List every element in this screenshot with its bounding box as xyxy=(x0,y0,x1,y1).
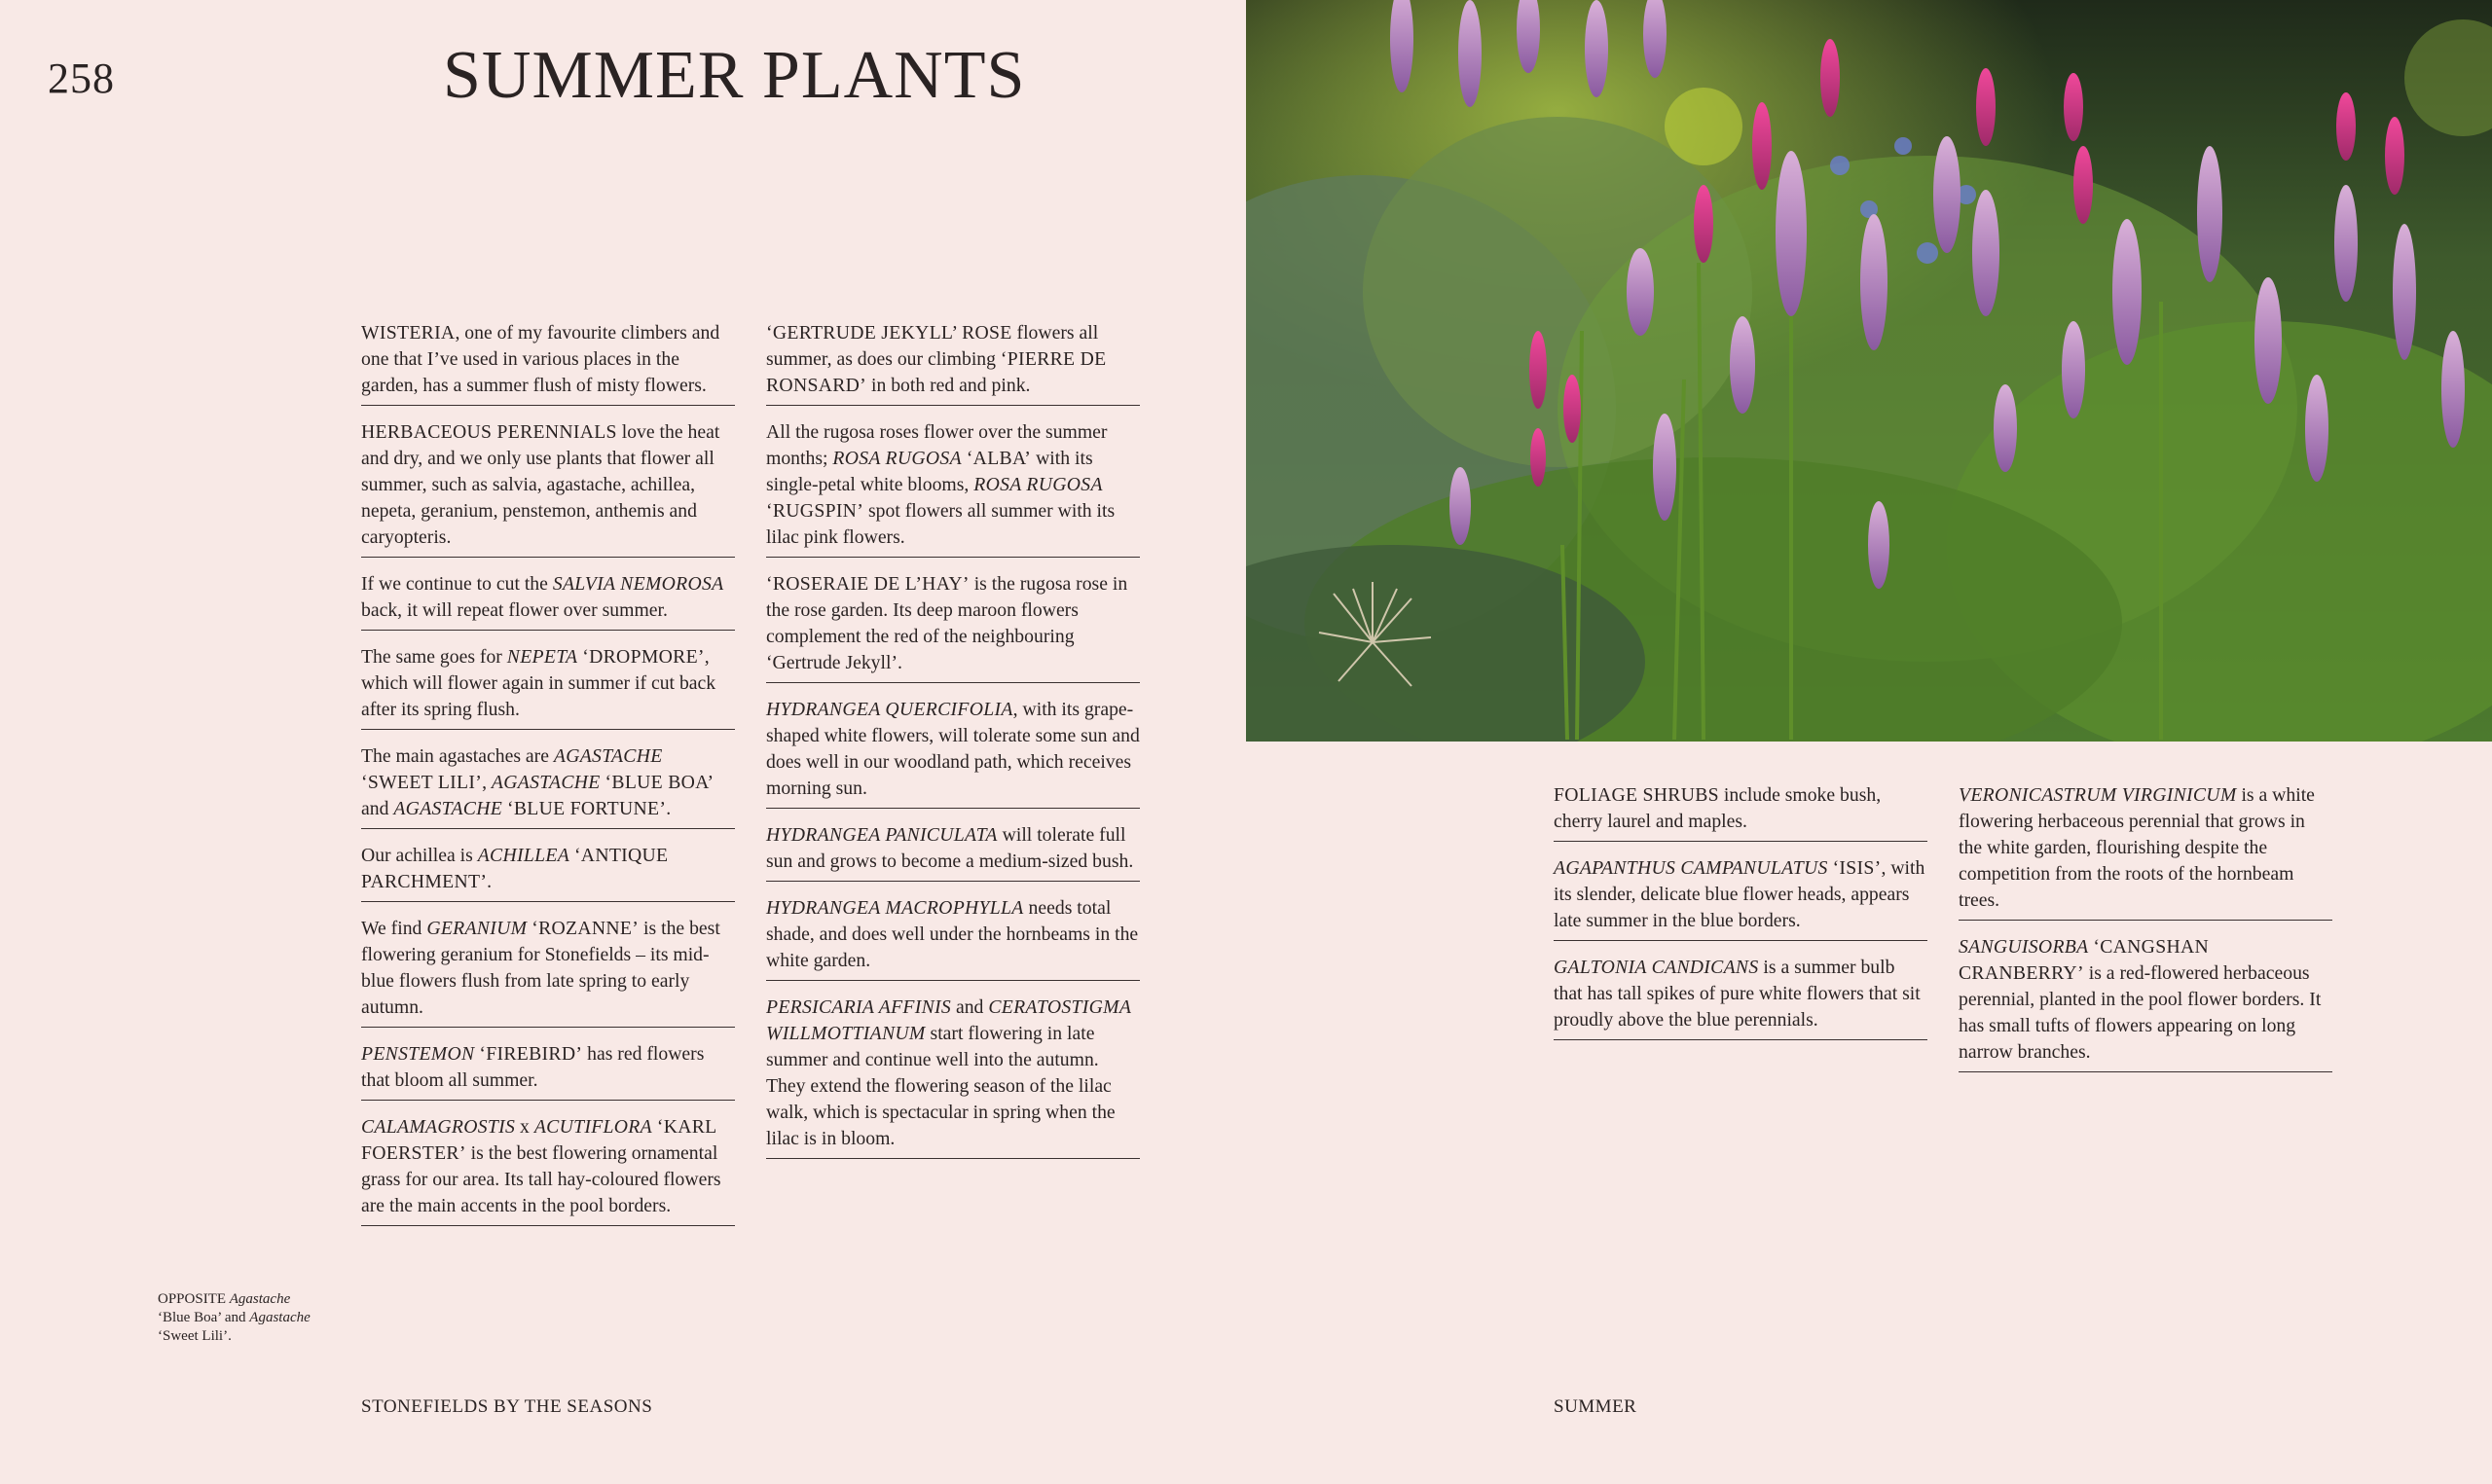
entry-text: , which will flower again in summer if cut back after its spring flush. xyxy=(361,646,716,720)
entry-text: back, it will repeat flower over summer. xyxy=(361,599,668,621)
entry-text: SALVIA NEMOROSA xyxy=(552,573,724,595)
entry-text: ‘FIREBIRD’ xyxy=(479,1043,583,1065)
entry-text: ‘GERTRUDE JEKYLL’ ROSE xyxy=(766,322,1012,344)
entry-text: ACHILLEA xyxy=(477,845,570,866)
plant-entry xyxy=(361,567,735,631)
entry-text: will tolerate full sun and grows to become a medium-sized bush. xyxy=(766,824,1134,872)
entry-text: ‘BLUE FORTUNE’ xyxy=(506,798,667,819)
entry-text: HYDRANGEA MACROPHYLLA xyxy=(766,897,1024,919)
plant-entry xyxy=(1959,778,2332,921)
entry-text: AGASTACHE xyxy=(393,798,503,819)
entry-text: AGASTACHE xyxy=(491,772,601,793)
entry-text: in both red and pink. xyxy=(866,375,1031,396)
page-title: SUMMER PLANTS xyxy=(443,38,1026,113)
entry-text: ‘ROZANNE’ xyxy=(531,918,640,939)
entry-text: , one of my favourite climbers and one that I’ve used in various places in the garden, has a summer flush of misty flowers. xyxy=(361,322,720,396)
entry-text: HERBACEOUS PERENNIALS xyxy=(361,421,617,443)
entry-text: The main agastaches are xyxy=(361,745,554,767)
plant-entry xyxy=(361,740,735,829)
plant-entry xyxy=(361,416,735,558)
page-number: 258 xyxy=(48,54,115,102)
entry-text: and xyxy=(361,798,394,819)
entry-text: ‘ROSERAIE DE L’HAY’ xyxy=(766,573,970,595)
entry-text: is the best flowering ornamental grass for our area. Its tall hay-coloured flowers are the main accents in the pool borders. xyxy=(361,1142,721,1216)
entry-text: HYDRANGEA QUERCIFOLIA xyxy=(766,699,1013,720)
footer-book-title: STONEFIELDS BY THE SEASONS xyxy=(361,1396,653,1417)
entry-text: and xyxy=(951,996,989,1018)
plant-entry xyxy=(361,1110,735,1226)
entry-text: , xyxy=(482,772,492,793)
entry-text: GALTONIA CANDICANS xyxy=(1554,957,1759,978)
caption-italic-1: Agastache xyxy=(229,1291,291,1307)
entry-text: PENSTEMON xyxy=(361,1043,475,1065)
plant-entry xyxy=(361,912,735,1028)
entry-text: ‘PIERRE DE RONSARD’ xyxy=(766,348,1107,396)
entry-text: ‘CANGSHAN CRANBERRY’ xyxy=(1959,936,2210,984)
caption-italic-2: Agastache xyxy=(249,1310,311,1325)
entry-text: needs total shade, and does well under the hornbeams in the white garden. xyxy=(766,897,1139,971)
footer-section: SUMMER xyxy=(1554,1396,1637,1417)
plant-entry xyxy=(1554,951,1927,1040)
entry-text: ‘ANTIQUE PARCHMENT’ xyxy=(361,845,669,892)
plant-entry xyxy=(766,693,1140,809)
entry-text: include smoke bush, cherry laurel and maples. xyxy=(1554,784,1882,832)
entry-text: is a summer bulb that has tall spikes of pure white flowers that sit proudly above the blue perennials. xyxy=(1554,957,1921,1031)
text-column-2 xyxy=(766,316,1140,1169)
entry-text: , with its slender, delicate blue flower heads, appears late summer in the blue borders. xyxy=(1554,857,1925,931)
entry-text: SANGUISORBA xyxy=(1959,936,2089,958)
entry-text: is the rugosa rose in the rose garden. Its deep maroon flowers complement the red of the neighbouring ‘Gertrude Jekyll’. xyxy=(766,573,1128,673)
entry-text: AGAPANTHUS CAMPANULATUS xyxy=(1554,857,1828,879)
entry-text: ‘KARL FOERSTER’ xyxy=(361,1116,716,1164)
entry-text: with its single-petal white blooms, xyxy=(766,448,1093,495)
entry-text: . xyxy=(487,871,493,892)
entry-text: GERANIUM xyxy=(426,918,528,939)
text-column-1 xyxy=(361,316,735,1236)
entry-text: CERATOSTIGMA WILLMOTTIANUM xyxy=(766,996,1131,1044)
entry-text: spot flowers all summer with its lilac pink flowers. xyxy=(766,500,1116,548)
entry-text: NEPETA xyxy=(506,646,578,668)
plant-entry xyxy=(1959,930,2332,1072)
flower-border-image xyxy=(1246,0,2492,742)
entry-text: VERONICASTRUM VIRGINICUM xyxy=(1959,784,2237,806)
plant-entry xyxy=(361,640,735,730)
entry-text: flowers all summer, as does our climbing xyxy=(766,322,1099,370)
entry-text: ACUTIFLORA xyxy=(533,1116,652,1138)
entry-text: . xyxy=(666,798,672,819)
plant-entry xyxy=(766,416,1140,558)
plant-entry xyxy=(1554,778,1927,842)
entry-text: is a red-flowered herbaceous perennial, planted in the pool flower borders. It has small tufts of flowers appearing on long narrow branches. xyxy=(1959,962,2322,1063)
entry-text: is a white flowering herbaceous perennial that grows in the white garden, flourishing despite the competition from the roots of the hornbeam trees. xyxy=(1959,784,2315,911)
entry-text: WISTERIA xyxy=(361,322,456,344)
caption-label: OPPOSITE xyxy=(158,1291,227,1307)
entry-text: ROSA RUGOSA xyxy=(832,448,962,469)
plant-entry xyxy=(766,991,1140,1159)
entry-text: start flowering in late summer and continue well into the autumn. They extend the flowering season of the lilac walk, which is spectacular in spring when the lilac is in bloom. xyxy=(766,1023,1116,1149)
garden-photo xyxy=(1246,0,2492,742)
entry-text: The same goes for xyxy=(361,646,507,668)
entry-text: All the rugosa roses flower over the summer months; xyxy=(766,421,1108,469)
entry-text: We find xyxy=(361,918,427,939)
plant-entry xyxy=(361,839,735,902)
entry-text: If we continue to cut the xyxy=(361,573,553,595)
entry-text: ‘RUGSPIN’ xyxy=(766,500,864,522)
text-column-3 xyxy=(1554,778,1927,1050)
entry-text: ‘ALBA’ xyxy=(966,448,1032,469)
entry-text: CALAMAGROSTIS xyxy=(361,1116,516,1138)
entry-text: love the heat and dry, and we only use plants that flower all summer, such as salvia, agastache, achillea, nepeta, geranium, penstemon, anthemis and caryopteris. xyxy=(361,421,720,548)
plant-entry xyxy=(766,891,1140,981)
entry-text: PERSICARIA AFFINIS xyxy=(766,996,952,1018)
entry-text: ROSA RUGOSA xyxy=(973,474,1103,495)
entry-text: ‘SWEET LILI’ xyxy=(361,772,483,793)
entry-text: , with its grape-shaped white flowers, will tolerate some sun and does well in our woodland path, which receives morning sun. xyxy=(766,699,1140,799)
plant-entry xyxy=(766,818,1140,882)
entry-text: has red flowers that bloom all summer. xyxy=(361,1043,705,1091)
entry-text: FOLIAGE SHRUBS xyxy=(1554,784,1719,806)
entry-text: Our achillea is xyxy=(361,845,478,866)
text-column-4 xyxy=(1959,778,2332,1082)
entry-text: HYDRANGEA PANICULATA xyxy=(766,824,998,846)
entry-text: AGASTACHE xyxy=(553,745,663,767)
caption-end: ‘Sweet Lili’. xyxy=(158,1328,232,1344)
entry-text: is the best flowering geranium for Stonefields – its mid-blue flowers flush from late spring to early autumn. xyxy=(361,918,720,1018)
entry-text: ‘BLUE BOA’ xyxy=(605,772,715,793)
entry-text: x xyxy=(515,1116,534,1138)
photo-caption xyxy=(158,1290,352,1346)
caption-mid: ‘Blue Boa’ and xyxy=(158,1310,246,1325)
plant-entry xyxy=(361,316,735,406)
entry-text: ‘DROPMORE’ xyxy=(582,646,705,668)
plant-entry xyxy=(1554,851,1927,941)
plant-entry xyxy=(361,1037,735,1101)
plant-entry xyxy=(766,567,1140,683)
entry-text: ‘ISIS’ xyxy=(1832,857,1882,879)
plant-entry xyxy=(766,316,1140,406)
